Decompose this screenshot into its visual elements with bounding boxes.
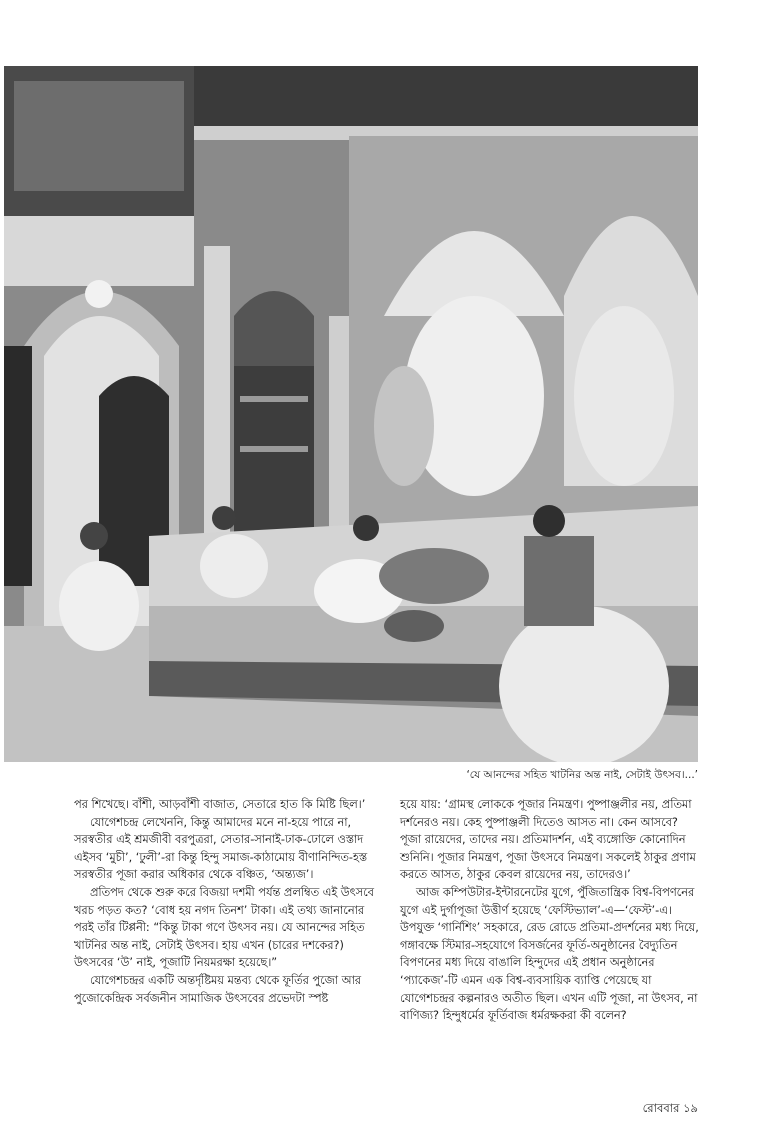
paragraph: পর শিখেছে। বাঁশী, আড়বাঁশী বাজাত, সেতারে হাত কি মিষ্টি ছিল।’ [74,798,366,811]
article-column-left [74,796,374,1007]
paragraph: যোগেশচন্দ্র লেখেননি, কিন্তু আমাদের মনে না-হয়ে পারে না, সরস্বতীর এই শ্রমজীবী বরপুত্ররা, সেতার-সানাই-ঢাক-ঢোলে ওস্তাদ এইসব ‘মুচী’, ‘ঢুলী’-রা কিন্তু হিন্দু সমাজ-কাঠামোয় বীণানিন্দিত-হস্ত সরস্বতীর পূজা করার অধিকার থেকে বঞ্চিত, ‘অন্ত্যজ’। [74,815,368,882]
paragraph: আজ কম্পিউটার-ইন্টারনেটের যুগে, পুঁজিতান্ত্রিক বিশ্ব-বিপণনের যুগে এই দুর্গাপূজা উত্তীর্ণ হয়েছে ‘ফেস্টিভ্যাল’-এ—‘ফেস্ট’-এ। উপযুক্ত ‘গার্নিশিং’ সহকারে, রেড রোডে প্রতিমা-প্রদর্শনের মধ্য দিয়ে, গঙ্গাবক্ষে স্টিমার-সহযোগে বিসর্জনের ফূর্তি-অনুষ্ঠানের বৈদ্যুতিন বিপণনের মধ্য দিয়ে বাঙালি হিন্দুদের এই প্রধান অনুষ্ঠানের ‘প্যাকেজ’-টি এমন এক বিশ্ব-ব্যবসায়িক ব্যাপ্তি পেয়েছে যা যোগেশচন্দ্রর কল্পনারও অতীত ছিল। এখন এটি পূজা, না উৎসব, না বাণিজ্য? হিন্দুধর্মের ফূর্তিবাজ ধর্মরক্ষকরা কী বলেন? [400,885,699,1023]
paragraph: হয়ে যায়: ‘গ্রামস্থ লোককে পূজার নিমন্ত্রণ। পুষ্পাঞ্জলীর নয়, প্রতিমা দর্শনেরও নয়। কেহ পুষ্পাঞ্জলী দিতেও আসত না। কেন আসবে? পূজা রায়েদের, তাদের নয়। প্রতিমাদর্শন, এই ব্যঙ্গোক্তি কোনোদিন শুনিনি। পূজার নিমন্ত্রণ, পূজা উৎসবে নিমন্ত্রণ। সকলেই ঠাকুর প্রণাম করতে আসত, ঠাকুর কেবল রায়েদের নয়, তাদেরও।’ [400,798,696,882]
page-folio: রোববার ১৯ [642,1101,698,1115]
article-column-right [400,796,700,1025]
photo-caption: ‘যে আনন্দের সহিত খাটনির অন্ত নাই, সেটাই উৎসব।...’ [466,769,698,781]
paragraph: যোগেশচন্দ্রর একটি অন্তর্দৃষ্টিময় মন্তব্য থেকে ফূর্তির পুজো আর পুজোকেন্দ্রিক সর্বজনীন সামাজিক উৎসবের প্রভেদটা স্পষ্ট [74,973,362,1005]
temple-puja-photograph [4,66,698,762]
paragraph: প্রতিপদ থেকে শুরু করে বিজয়া দশমী পর্যন্ত প্রলম্বিত এই উৎসবে খরচ পড়ত কত? ‘বোধ হয় নগদ তিনশ’ টাকা। এই তথ্য জানানোর পরই তাঁর টিপ্পনী: “কিন্তু টাকা গণে উৎসব নয়। যে আনন্দের সহিত খাটনির অন্ত নাই, সেটাই উৎসব। হায় এখন (চারের দশকের?) উৎসবের ‘উ’ নাই, পূজাটি নিয়মরক্ষা হয়েছে।” [74,885,374,970]
